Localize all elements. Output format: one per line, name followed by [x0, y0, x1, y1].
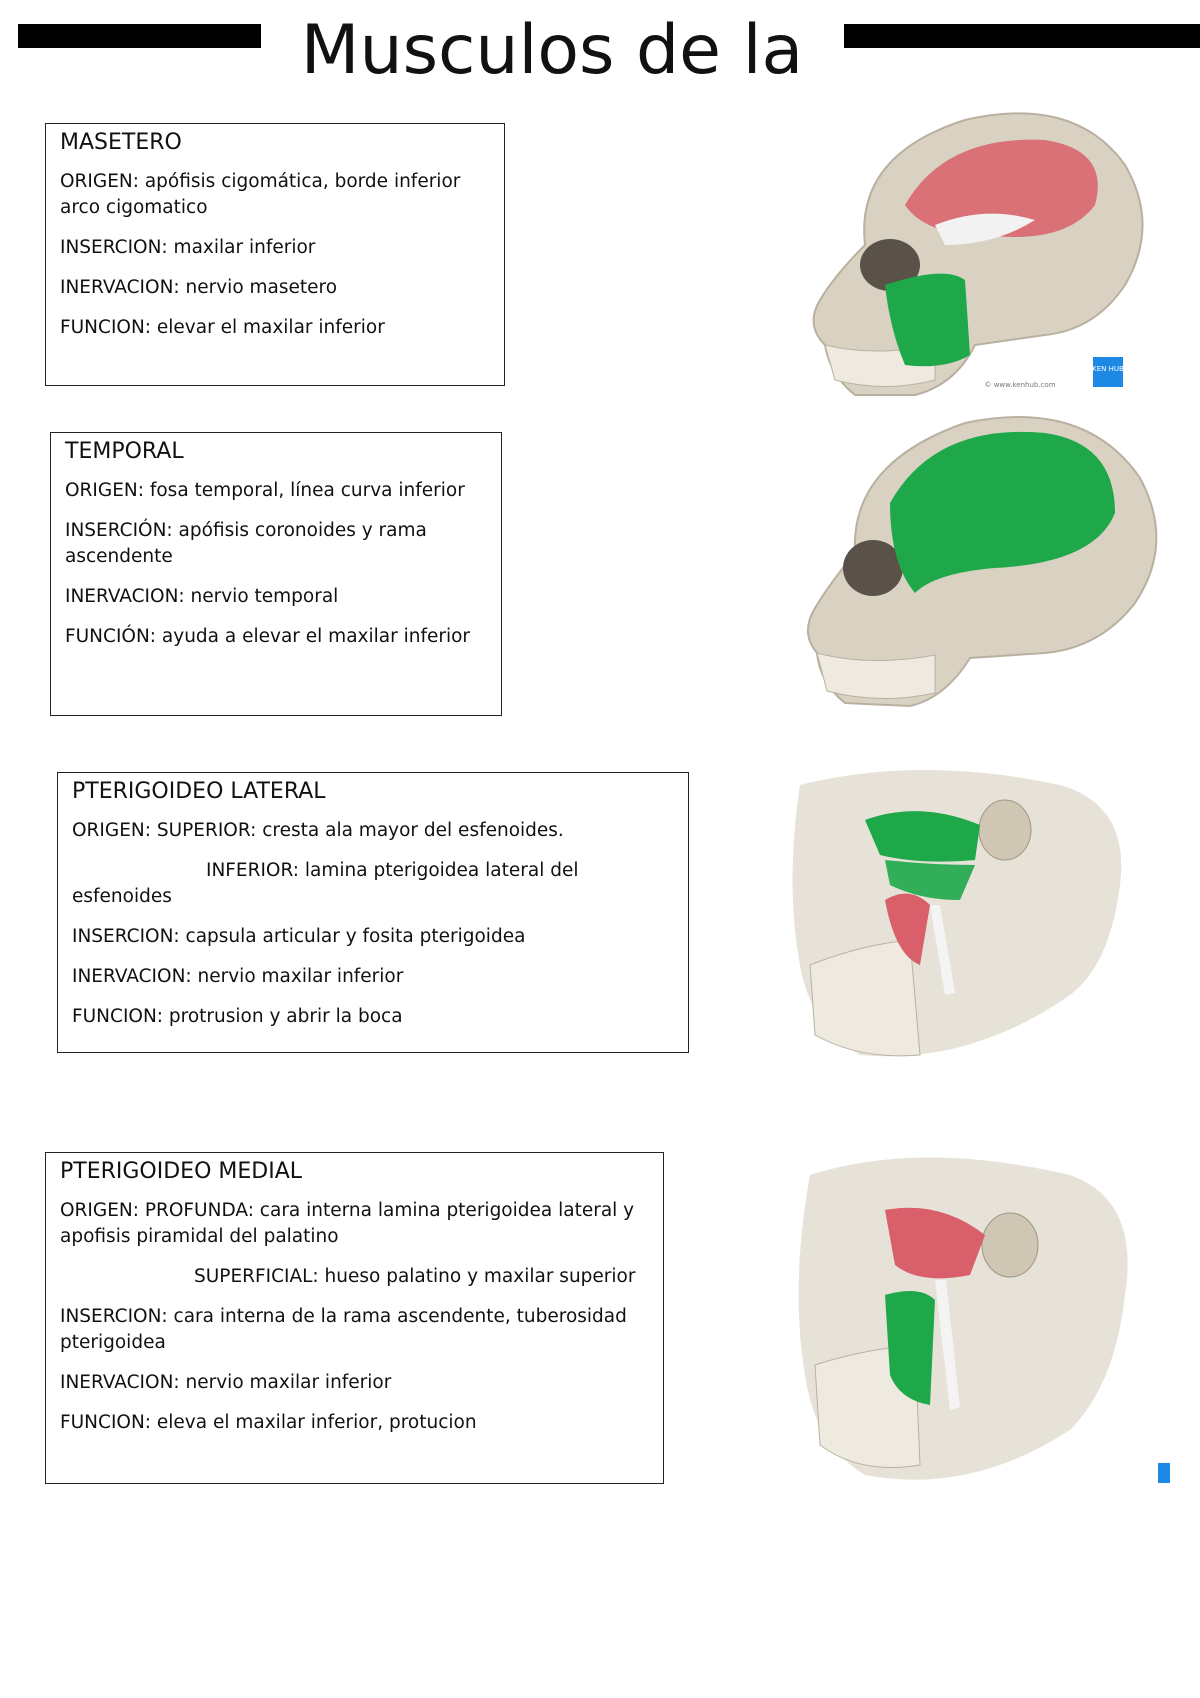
condyle-shape [979, 800, 1031, 860]
pterigoideo-lateral-origen-inferior: INFERIOR: lamina pterigoidea lateral del esfenoides [72, 860, 579, 907]
masetero-box [45, 123, 505, 386]
temporal-inervacion: INERVACION: nervio temporal [65, 586, 339, 607]
temporal-heading: TEMPORAL [65, 439, 184, 464]
pterigoideo-medial-origen: ORIGEN: PROFUNDA: cara interna lamina pterigoidea lateral y apofisis piramidal del palatino [60, 1200, 635, 1247]
pterigoideo-lateral-box [57, 772, 689, 1053]
masetero-inervacion: INERVACION: nervio masetero [60, 277, 338, 298]
pterigoideo-medial-origen-superficial: SUPERFICIAL: hueso palatino y maxilar superior [194, 1266, 636, 1287]
pterigoideo-medial-inervacion: INERVACION: nervio maxilar inferior [60, 1372, 392, 1393]
condyle-shape [982, 1213, 1038, 1277]
title-bar-left [18, 24, 261, 48]
kenhub-badge-text: KEN HUB [1092, 365, 1124, 373]
temporal-origen: ORIGEN: fosa temporal, línea curva inferior [65, 480, 465, 501]
temporal-funcion: FUNCIÓN: ayuda a elevar el maxilar inferior [65, 626, 471, 647]
pterigoideo-lateral-insercion: INSERCION: capsula articular y fosita pterigoidea [72, 926, 526, 947]
masetero-origen: ORIGEN: apófisis cigomática, borde inferior arco cigomatico [60, 171, 461, 218]
temporal-illustration [795, 403, 1170, 710]
masetero-insercion: INSERCION: maxilar inferior [60, 237, 316, 258]
pterigoideo-medial-illustration [770, 1145, 1170, 1505]
pterigoideo-medial-heading: PTERIGOIDEO MEDIAL [60, 1159, 302, 1184]
image-credit: © www.kenhub.com [984, 381, 1056, 389]
pterigoideo-medial-box [45, 1152, 664, 1484]
page-title: Musculos de la [300, 11, 804, 86]
temporal-box [50, 432, 502, 716]
pterigoideo-lateral-illustration [770, 765, 1170, 1065]
masetero-funcion: FUNCION: elevar el maxilar inferior [60, 317, 385, 338]
pterigoideo-lateral-inervacion: INERVACION: nervio maxilar inferior [72, 966, 404, 987]
masetero-heading: MASETERO [60, 130, 182, 155]
pterigoideo-lateral-heading: PTERIGOIDEO LATERAL [72, 779, 326, 804]
pterigoideo-medial-funcion: FUNCION: eleva el maxilar inferior, protucion [60, 1412, 477, 1433]
title-bar-right [844, 24, 1200, 48]
pterigoideo-medial-insercion: INSERCION: cara interna de la rama ascendente, tuberosidad pterigoidea [60, 1306, 627, 1353]
pterigoideo-lateral-origen: ORIGEN: SUPERIOR: cresta ala mayor del esfenoides. [72, 820, 564, 841]
masetero-illustration [795, 95, 1165, 400]
kenhub-badge-partial [1158, 1463, 1170, 1483]
temporal-insercion: INSERCIÓN: apófisis coronoides y rama ascendente [65, 520, 427, 567]
pterigoideo-lateral-funcion: FUNCION: protrusion y abrir la boca [72, 1006, 403, 1027]
